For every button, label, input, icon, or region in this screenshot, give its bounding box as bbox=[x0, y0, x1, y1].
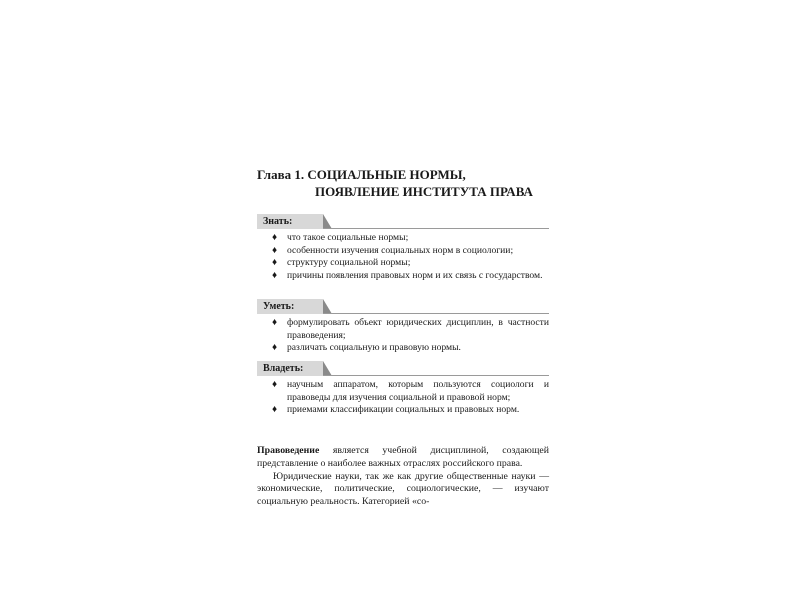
section-list bbox=[257, 379, 549, 417]
list-item-text: причины появления правовых норм и их связь с государством. bbox=[287, 269, 543, 281]
section-header bbox=[257, 299, 549, 314]
body-text bbox=[257, 445, 549, 509]
body-paragraph-2: Юридические науки, так же как другие общественные науки — экономические, политические, социологические, — изучают социальную реальность. Категорией «со- bbox=[257, 470, 549, 508]
section-header bbox=[257, 361, 549, 376]
diamond-bullet-icon: ♦ bbox=[272, 342, 278, 354]
chapter-title-line1: Глава 1. СОЦИАЛЬНЫЕ НОРМЫ, bbox=[257, 167, 466, 182]
list-item-text: различать социальную и правовую нормы. bbox=[287, 342, 461, 354]
section-list bbox=[257, 232, 549, 282]
section-know bbox=[257, 214, 549, 282]
list-item-text: формулировать объект юридических дисциплин, в частности правоведения; bbox=[287, 317, 549, 341]
section-divider bbox=[323, 228, 549, 229]
body-paragraph-1 bbox=[257, 445, 549, 471]
list-item bbox=[257, 257, 549, 270]
diamond-bullet-icon: ♦ bbox=[272, 404, 278, 416]
list-item bbox=[257, 342, 549, 355]
section-header bbox=[257, 214, 549, 229]
document-page bbox=[257, 0, 549, 600]
section-master bbox=[257, 361, 549, 417]
section-divider bbox=[323, 313, 549, 314]
list-item-text: приемами классификации социальных и правовых норм. bbox=[287, 404, 520, 416]
diamond-bullet-icon: ♦ bbox=[272, 317, 278, 328]
diamond-bullet-icon: ♦ bbox=[272, 257, 278, 269]
section-list bbox=[257, 317, 549, 355]
diamond-bullet-icon: ♦ bbox=[272, 232, 278, 243]
list-item bbox=[257, 379, 549, 404]
section-divider bbox=[323, 375, 549, 376]
chapter-title bbox=[257, 166, 549, 200]
diamond-bullet-icon: ♦ bbox=[272, 379, 278, 390]
list-item bbox=[257, 245, 549, 258]
term-highlight: Правоведение bbox=[257, 445, 320, 456]
list-item-text: структуру социальной нормы; bbox=[287, 257, 411, 269]
section-label: Уметь: bbox=[257, 299, 323, 314]
section-can bbox=[257, 299, 549, 355]
section-marker-triangle bbox=[323, 214, 332, 229]
section-marker-triangle bbox=[323, 299, 332, 314]
section-marker-triangle bbox=[323, 361, 332, 376]
list-item bbox=[257, 317, 549, 342]
section-label: Знать: bbox=[257, 214, 323, 229]
list-item bbox=[257, 270, 549, 283]
list-item-text: научным аппаратом, которым пользуются социологи и правоведы для изучения социальной и правовой норм; bbox=[287, 379, 549, 403]
section-label: Владеть: bbox=[257, 361, 323, 376]
list-item bbox=[257, 404, 549, 417]
diamond-bullet-icon: ♦ bbox=[272, 244, 278, 256]
list-item-text: что такое социальные нормы; bbox=[287, 232, 409, 243]
diamond-bullet-icon: ♦ bbox=[272, 269, 278, 281]
list-item-text: особенности изучения социальных норм в социологии; bbox=[287, 244, 514, 256]
list-item bbox=[257, 232, 549, 245]
paragraph-text: является учебной дисциплиной, создающей представление о наиболее важных отраслях российского права. bbox=[257, 445, 549, 469]
chapter-title-line2: ПОЯВЛЕНИЕ ИНСТИТУТА ПРАВА bbox=[315, 184, 533, 199]
